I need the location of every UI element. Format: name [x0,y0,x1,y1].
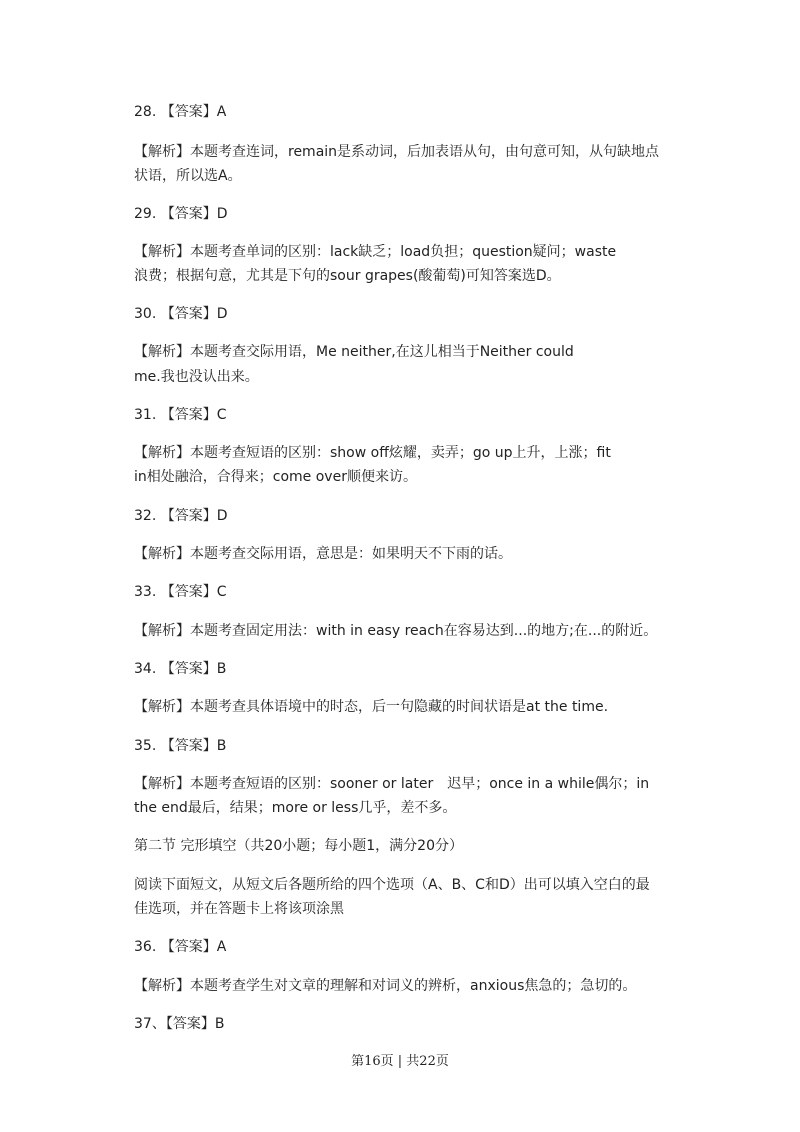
explanation-28-l1: 【解析】本题考查连词，remain是系动词，后加表语从句，由句意可知，从句缺地点 [134,144,660,160]
answer-36: 36. 【答案】A [134,939,227,955]
answer-34: 34. 【答案】B [134,661,227,677]
answer-31: 31. 【答案】C [134,407,227,423]
explanation-36: 【解析】本题考查学生对文章的理解和对词义的辨析，anxious焦急的；急切的。 [134,978,637,994]
explanation-35-l1: 【解析】本题考查短语的区别：sooner or later 迟早；once in a while偶尔；in [134,776,650,792]
answer-37: 37、【答案】B [134,1016,225,1032]
instructions-l2: 佳选项，并在答题卡上将该项涂黑 [134,901,344,917]
explanation-29-l2: 浪费；根据句意，尤其是下句的sour grapes(酸葡萄)可知答案选D。 [134,268,561,284]
answer-32: 32. 【答案】D [134,508,228,524]
page-number-footer: 第16页 | 共22页 [351,1054,449,1069]
explanation-34: 【解析】本题考查具体语境中的时态，后一句隐藏的时间状语是at the time. [134,699,609,715]
answer-33: 33. 【答案】C [134,584,227,600]
explanation-32: 【解析】本题考查交际用语，意思是：如果明天不下雨的话。 [134,546,512,562]
explanation-28-l2: 状语，所以选A。 [134,168,242,184]
explanation-33: 【解析】本题考查固定用法：with in easy reach在容易达到...的地方;在...的附近。 [134,623,658,639]
section-heading: 第二节 完形填空（共20小题；每小题1，满分20分） [134,838,463,854]
explanation-29-l1: 【解析】本题考查单词的区别：lack缺乏；load负担；question疑问；waste [134,244,617,260]
explanation-30-l1: 【解析】本题考查交际用语，Me neither,在这儿相当于Neither could [134,344,574,360]
explanation-31-l1: 【解析】本题考查短语的区别：show off炫耀，卖弄；go up上升，上涨；fit [134,445,611,461]
explanation-35-l2: the end最后，结果；more or less几乎，差不多。 [134,800,457,816]
instructions-l1: 阅读下面短文，从短文后各题所给的四个选项（A、B、C和D）出可以填入空白的最 [134,877,650,893]
answer-30: 30. 【答案】D [134,306,228,322]
explanation-30-l2: me.我也没认出来。 [134,369,259,385]
answer-35: 35. 【答案】B [134,738,227,754]
answer-28: 28. 【答案】A [134,104,227,120]
answer-29: 29. 【答案】D [134,206,228,222]
explanation-31-l2: in相处融洽，合得来；come over顺便来访。 [134,469,417,485]
